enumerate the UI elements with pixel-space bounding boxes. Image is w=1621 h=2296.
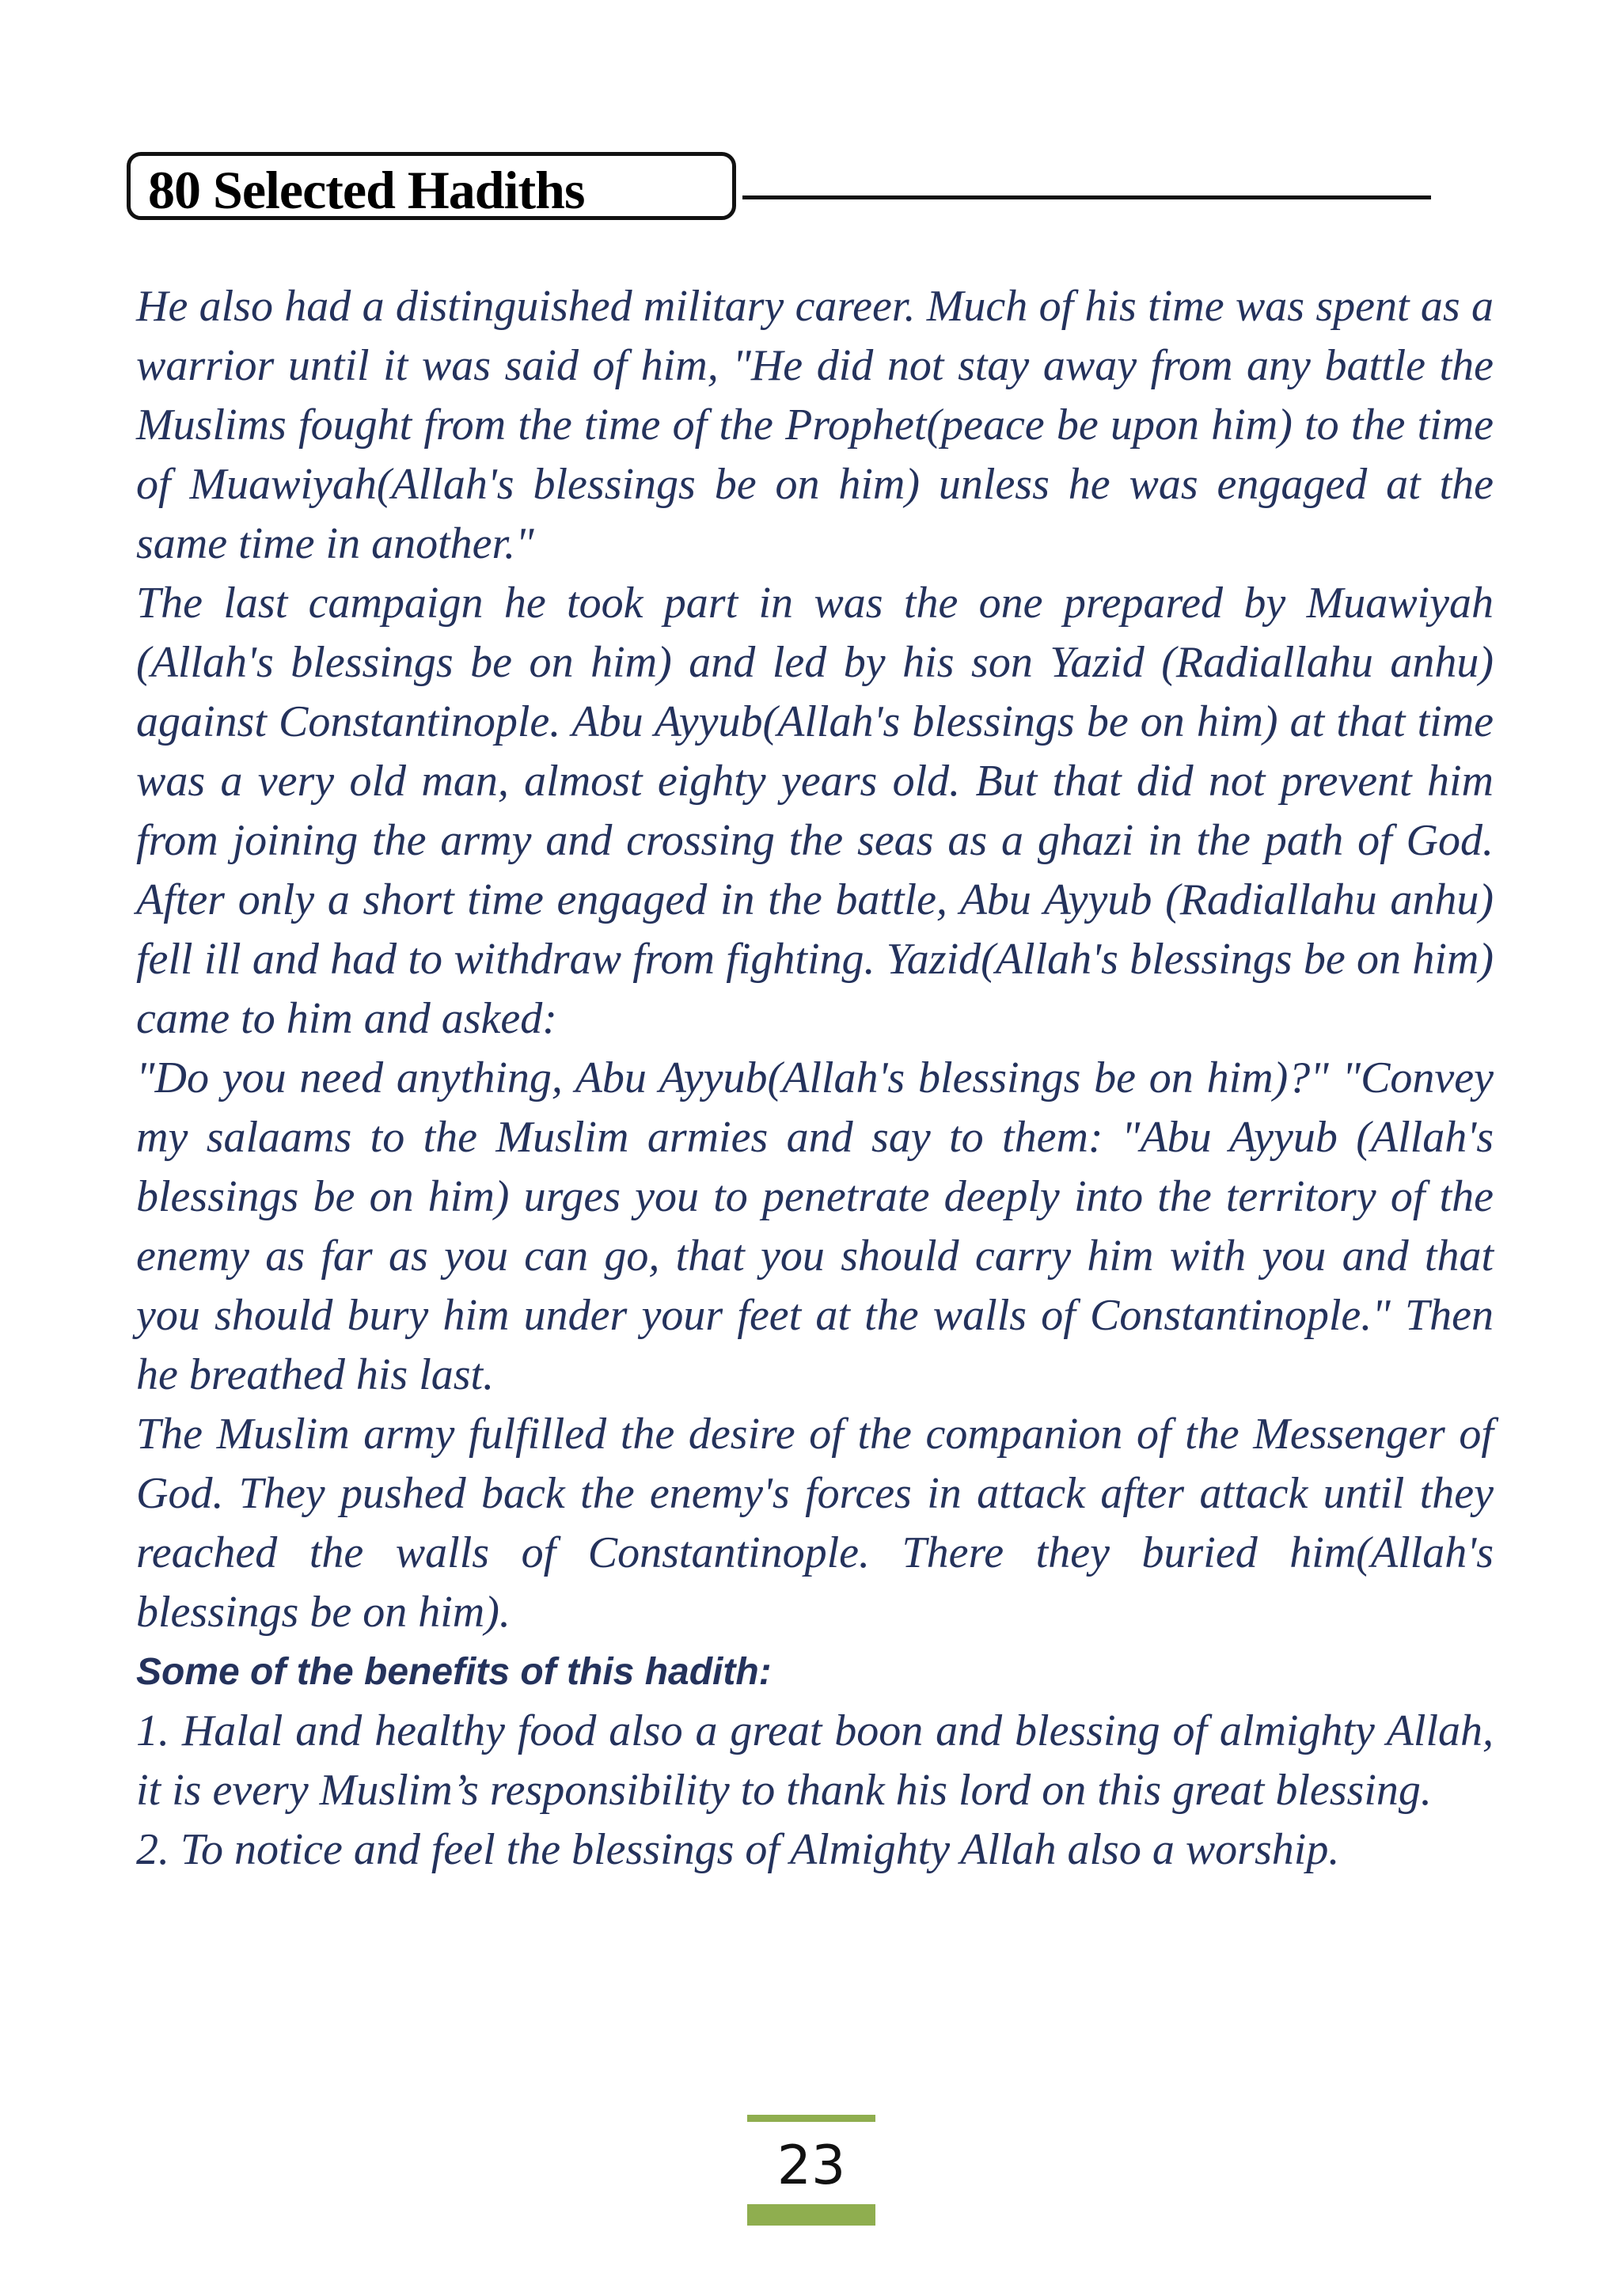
benefits-heading: Some of the benefits of this hadith:: [136, 1651, 772, 1693]
paragraph-last-campaign: The last campaign he took part in was the one prepared by Muawiyah (Allah's blessings be on him) and led by his son Yazid (Radiallahu anhu) against Constantinople. Abu Ayyub(Allah's blessings be on him) at that time was a very old man, almost eighty years old. But that did not prevent him from joining the army and crossing the seas as a ghazi in the path of God. After only a short time engaged in the battle, Abu Ayyub (Radiallahu anhu) fell ill and had to withdraw from fighting. Yazid(Allah's blessings be on him) came to him and asked:: [136, 579, 1494, 1043]
benefit-item-1: 1. Halal and healthy food also a great boon and blessing of almighty Allah, it is every Muslim’s responsibility to thank his lord on this great blessing.: [136, 1706, 1494, 1815]
benefit-item-2: 2. To notice and feel the blessings of Almighty Allah also a worship.: [136, 1825, 1340, 1874]
header-rule: [742, 195, 1431, 199]
paragraph-burial: The Muslim army fulfilled the desire of the companion of the Messenger of God. They pushed back the enemy's forces in attack after attack until they reached the walls of Constantinople. There they buried him(Allah's blessings be on him).: [136, 1410, 1494, 1637]
page-header: [127, 152, 1306, 228]
title-box: [127, 152, 736, 220]
book-title: 80 Selected Hadiths: [148, 160, 585, 220]
page-number-top-bar: [747, 2115, 875, 2122]
paragraph-military-career: He also had a distinguished military career. Much of his time was spent as a warrior until it was said of him, "He did not stay away from any battle the Muslims fought from the time of the Prophet(peace be upon him) to the time of Muawiyah(Allah's blessings be on him) unless he was engaged at the same time in another.": [136, 282, 1494, 568]
paragraph-final-words: "Do you need anything, Abu Ayyub(Allah's blessings be on him)?" "Convey my salaams to the Muslim armies and say to them: "Abu Ayyub (Allah's blessings be on him) urges you to penetrate deeply into the territory of the enemy as far as you can go, that you should carry him with you and that you should bury him under your feet at the walls of Constantinople." Then he breathed his last.: [136, 1053, 1494, 1399]
page-number: 23: [776, 2135, 846, 2197]
main-content: [136, 277, 1494, 1880]
page-footer: [747, 2115, 875, 2226]
page-number-bottom-bar: [747, 2204, 875, 2226]
